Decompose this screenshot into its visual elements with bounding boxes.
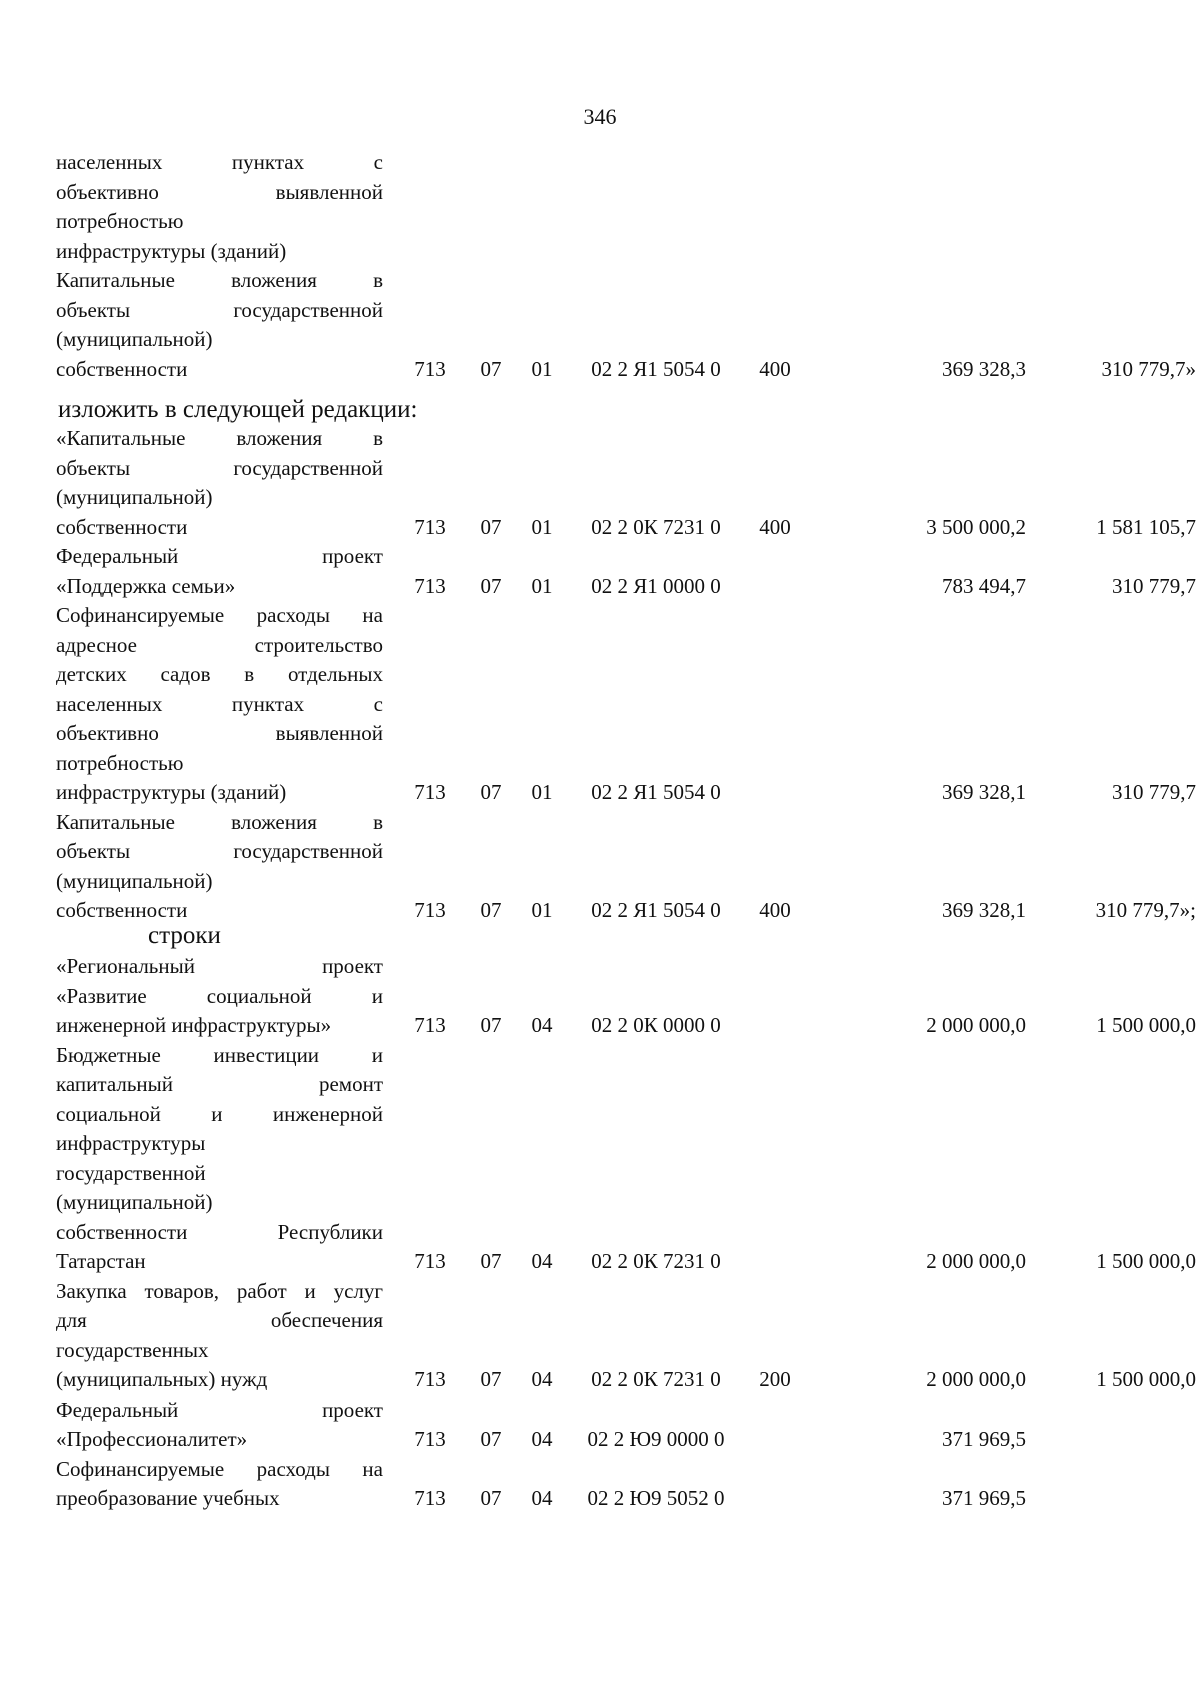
description-line: инфраструктуры (зданий) xyxy=(56,238,287,263)
section-code: 07 xyxy=(480,1427,502,1451)
description-line: потребностью xyxy=(56,209,184,233)
row-description xyxy=(56,601,383,808)
row-description xyxy=(56,1277,383,1395)
description-line: адресное строительство xyxy=(56,632,383,657)
target-article-code: 02 2 0К 0000 0 xyxy=(591,1013,721,1037)
table-row xyxy=(56,1396,1146,1455)
amount-year-1: 371 969,5 xyxy=(942,1486,1026,1510)
row-description xyxy=(56,1041,383,1277)
section-code: 07 xyxy=(480,356,502,381)
table-row xyxy=(56,952,1196,1041)
description-line: инженерной инфраструктуры» xyxy=(56,1013,332,1037)
budget-table-rows xyxy=(56,952,1196,1514)
subsection-code: 04 xyxy=(531,1427,553,1451)
description-line: государственных xyxy=(56,1337,209,1362)
table-row xyxy=(56,266,1196,384)
instruction-heading: изложить в следующей редакции: xyxy=(58,396,418,423)
section-code: 07 xyxy=(480,514,502,539)
section-code: 07 xyxy=(480,1249,502,1273)
subsection-code: 04 xyxy=(531,1013,553,1037)
description-line: Софинансируемые расходы на xyxy=(56,603,383,627)
description-line: Бюджетные инвестиции и xyxy=(56,1042,383,1067)
amount-year-1: 2 000 000,0 xyxy=(926,1013,1026,1037)
description-line: (муниципальной) xyxy=(56,327,213,351)
ved-code: 713 xyxy=(414,1427,446,1451)
description-line: капитальный ремонт xyxy=(56,1072,383,1096)
ved-code: 713 xyxy=(414,780,446,804)
description-line: инфраструктуры xyxy=(56,1131,206,1155)
description-line: Капитальные вложения в xyxy=(56,809,383,834)
description-line: собственности Республики xyxy=(56,1219,383,1244)
target-article-code: 02 2 Я1 0000 0 xyxy=(591,573,721,598)
ved-code: 713 xyxy=(414,898,446,922)
description-line: объекты государственной xyxy=(56,455,383,480)
description-line: «Развитие социальной и xyxy=(56,983,383,1008)
subsection-code: 01 xyxy=(531,898,553,922)
row-description xyxy=(56,542,383,601)
subsection-code: 01 xyxy=(531,780,553,804)
rows-heading: строки xyxy=(148,922,221,949)
description-line: государственной xyxy=(56,1160,206,1185)
description-line: «Поддержка семьи» xyxy=(56,573,236,598)
description-line: детских садов в отдельных xyxy=(56,662,383,686)
description-line: Софинансируемые расходы на xyxy=(56,1456,383,1481)
description-line: собственности xyxy=(56,514,188,539)
table-row xyxy=(56,1277,1196,1395)
row-description xyxy=(56,1396,383,1455)
table-row xyxy=(56,601,1196,808)
target-article-code: 02 2 Ю9 0000 0 xyxy=(587,1427,725,1451)
row-description xyxy=(56,808,383,926)
subsection-code: 01 xyxy=(531,573,553,598)
subsection-code: 04 xyxy=(531,1486,553,1510)
budget-table-new-edition xyxy=(56,424,1196,926)
description-line: Федеральный проект xyxy=(56,544,383,568)
target-article-code: 02 2 0К 7231 0 xyxy=(591,1367,721,1391)
ved-code: 713 xyxy=(414,356,446,381)
description-line: преобразование учебных xyxy=(56,1486,280,1510)
ved-code: 713 xyxy=(414,573,446,598)
amount-year-2: 1 500 000,0 xyxy=(1096,1013,1196,1037)
description-line: (муниципальной) xyxy=(56,1190,213,1214)
description-line: объективно выявленной xyxy=(56,179,383,204)
description-line: «Профессионалитет» xyxy=(56,1427,248,1451)
amount-year-1: 369 328,3 xyxy=(942,356,1026,381)
expense-type-code: 400 xyxy=(759,514,791,539)
row-description xyxy=(56,952,383,1041)
description-line: Капитальные вложения в xyxy=(56,268,383,292)
description-line: Татарстан xyxy=(56,1249,146,1273)
ved-code: 713 xyxy=(414,1249,446,1273)
ved-code: 713 xyxy=(414,1367,446,1391)
amount-year-2: 310 779,7»; xyxy=(1095,898,1196,922)
page-number: 346 xyxy=(583,104,617,129)
ved-code: 713 xyxy=(414,1486,446,1510)
row-description xyxy=(56,266,383,384)
description-line: Закупка товаров, работ и услуг xyxy=(56,1278,383,1303)
expense-type-code: 400 xyxy=(759,898,791,922)
amount-year-1: 2 000 000,0 xyxy=(926,1367,1026,1391)
description-line: собственности xyxy=(56,898,188,922)
amount-year-1: 369 328,1 xyxy=(942,780,1026,804)
description-line: объекты государственной xyxy=(56,839,383,863)
section-code: 07 xyxy=(480,1486,502,1510)
description-line: (муниципальной) xyxy=(56,868,213,893)
amount-year-2: 1 581 105,7 xyxy=(1096,514,1196,539)
target-article-code: 02 2 Я1 5054 0 xyxy=(591,356,721,381)
amount-year-1: 371 969,5 xyxy=(942,1427,1026,1451)
amount-year-1: 369 328,1 xyxy=(942,898,1026,922)
subsection-code: 01 xyxy=(531,356,553,381)
row-description xyxy=(56,1455,383,1514)
description-line: объекты государственной xyxy=(56,297,383,322)
section-code: 07 xyxy=(480,1367,502,1391)
table-row xyxy=(56,808,1196,926)
description-line: инфраструктуры (зданий) xyxy=(56,780,287,804)
description-line: (муниципальной) xyxy=(56,485,213,509)
ved-code: 713 xyxy=(414,514,446,539)
description-line: (муниципальных) нужд xyxy=(56,1367,268,1391)
table-row xyxy=(56,424,1196,542)
amount-year-1: 2 000 000,0 xyxy=(926,1249,1026,1273)
subsection-code: 01 xyxy=(531,514,553,539)
description-line: «Региональный проект xyxy=(56,954,383,978)
row-description xyxy=(56,424,383,542)
description-line: собственности xyxy=(56,356,188,381)
amount-year-2: 310 779,7 xyxy=(1112,780,1196,804)
table-row xyxy=(56,148,1146,266)
description-line: социальной и инженерной xyxy=(56,1101,383,1126)
table-row xyxy=(56,1455,1146,1514)
ved-code: 713 xyxy=(414,1013,446,1037)
amount-year-2: 310 779,7» xyxy=(1101,356,1196,381)
subsection-code: 04 xyxy=(531,1367,553,1391)
table-row xyxy=(56,1041,1196,1277)
target-article-code: 02 2 Я1 5054 0 xyxy=(591,780,721,804)
table-row xyxy=(56,542,1196,601)
description-line: объективно выявленной xyxy=(56,721,383,745)
description-line: населенных пунктах с xyxy=(56,691,383,716)
amount-year-2: 310 779,7 xyxy=(1112,573,1196,598)
target-article-code: 02 2 0К 7231 0 xyxy=(591,1249,721,1273)
description-line: населенных пунктах с xyxy=(56,150,383,174)
amount-year-1: 3 500 000,2 xyxy=(926,514,1026,539)
expense-type-code: 400 xyxy=(759,356,791,381)
target-article-code: 02 2 Я1 5054 0 xyxy=(591,898,721,922)
description-line: потребностью xyxy=(56,750,184,775)
budget-table-fragment-old xyxy=(56,148,1196,384)
amount-year-1: 783 494,7 xyxy=(942,573,1026,598)
section-code: 07 xyxy=(480,1013,502,1037)
target-article-code: 02 2 Ю9 5052 0 xyxy=(587,1486,725,1510)
subsection-code: 04 xyxy=(531,1249,553,1273)
description-line: Федеральный проект xyxy=(56,1397,383,1422)
amount-year-2: 1 500 000,0 xyxy=(1096,1249,1196,1273)
row-description xyxy=(56,148,383,266)
target-article-code: 02 2 0К 7231 0 xyxy=(591,514,721,539)
amount-year-2: 1 500 000,0 xyxy=(1096,1367,1196,1391)
description-line: «Капитальные вложения в xyxy=(56,426,383,450)
section-code: 07 xyxy=(480,898,502,922)
description-line: для обеспечения xyxy=(56,1308,383,1332)
expense-type-code: 200 xyxy=(759,1367,791,1391)
section-code: 07 xyxy=(480,573,502,598)
section-code: 07 xyxy=(480,780,502,804)
